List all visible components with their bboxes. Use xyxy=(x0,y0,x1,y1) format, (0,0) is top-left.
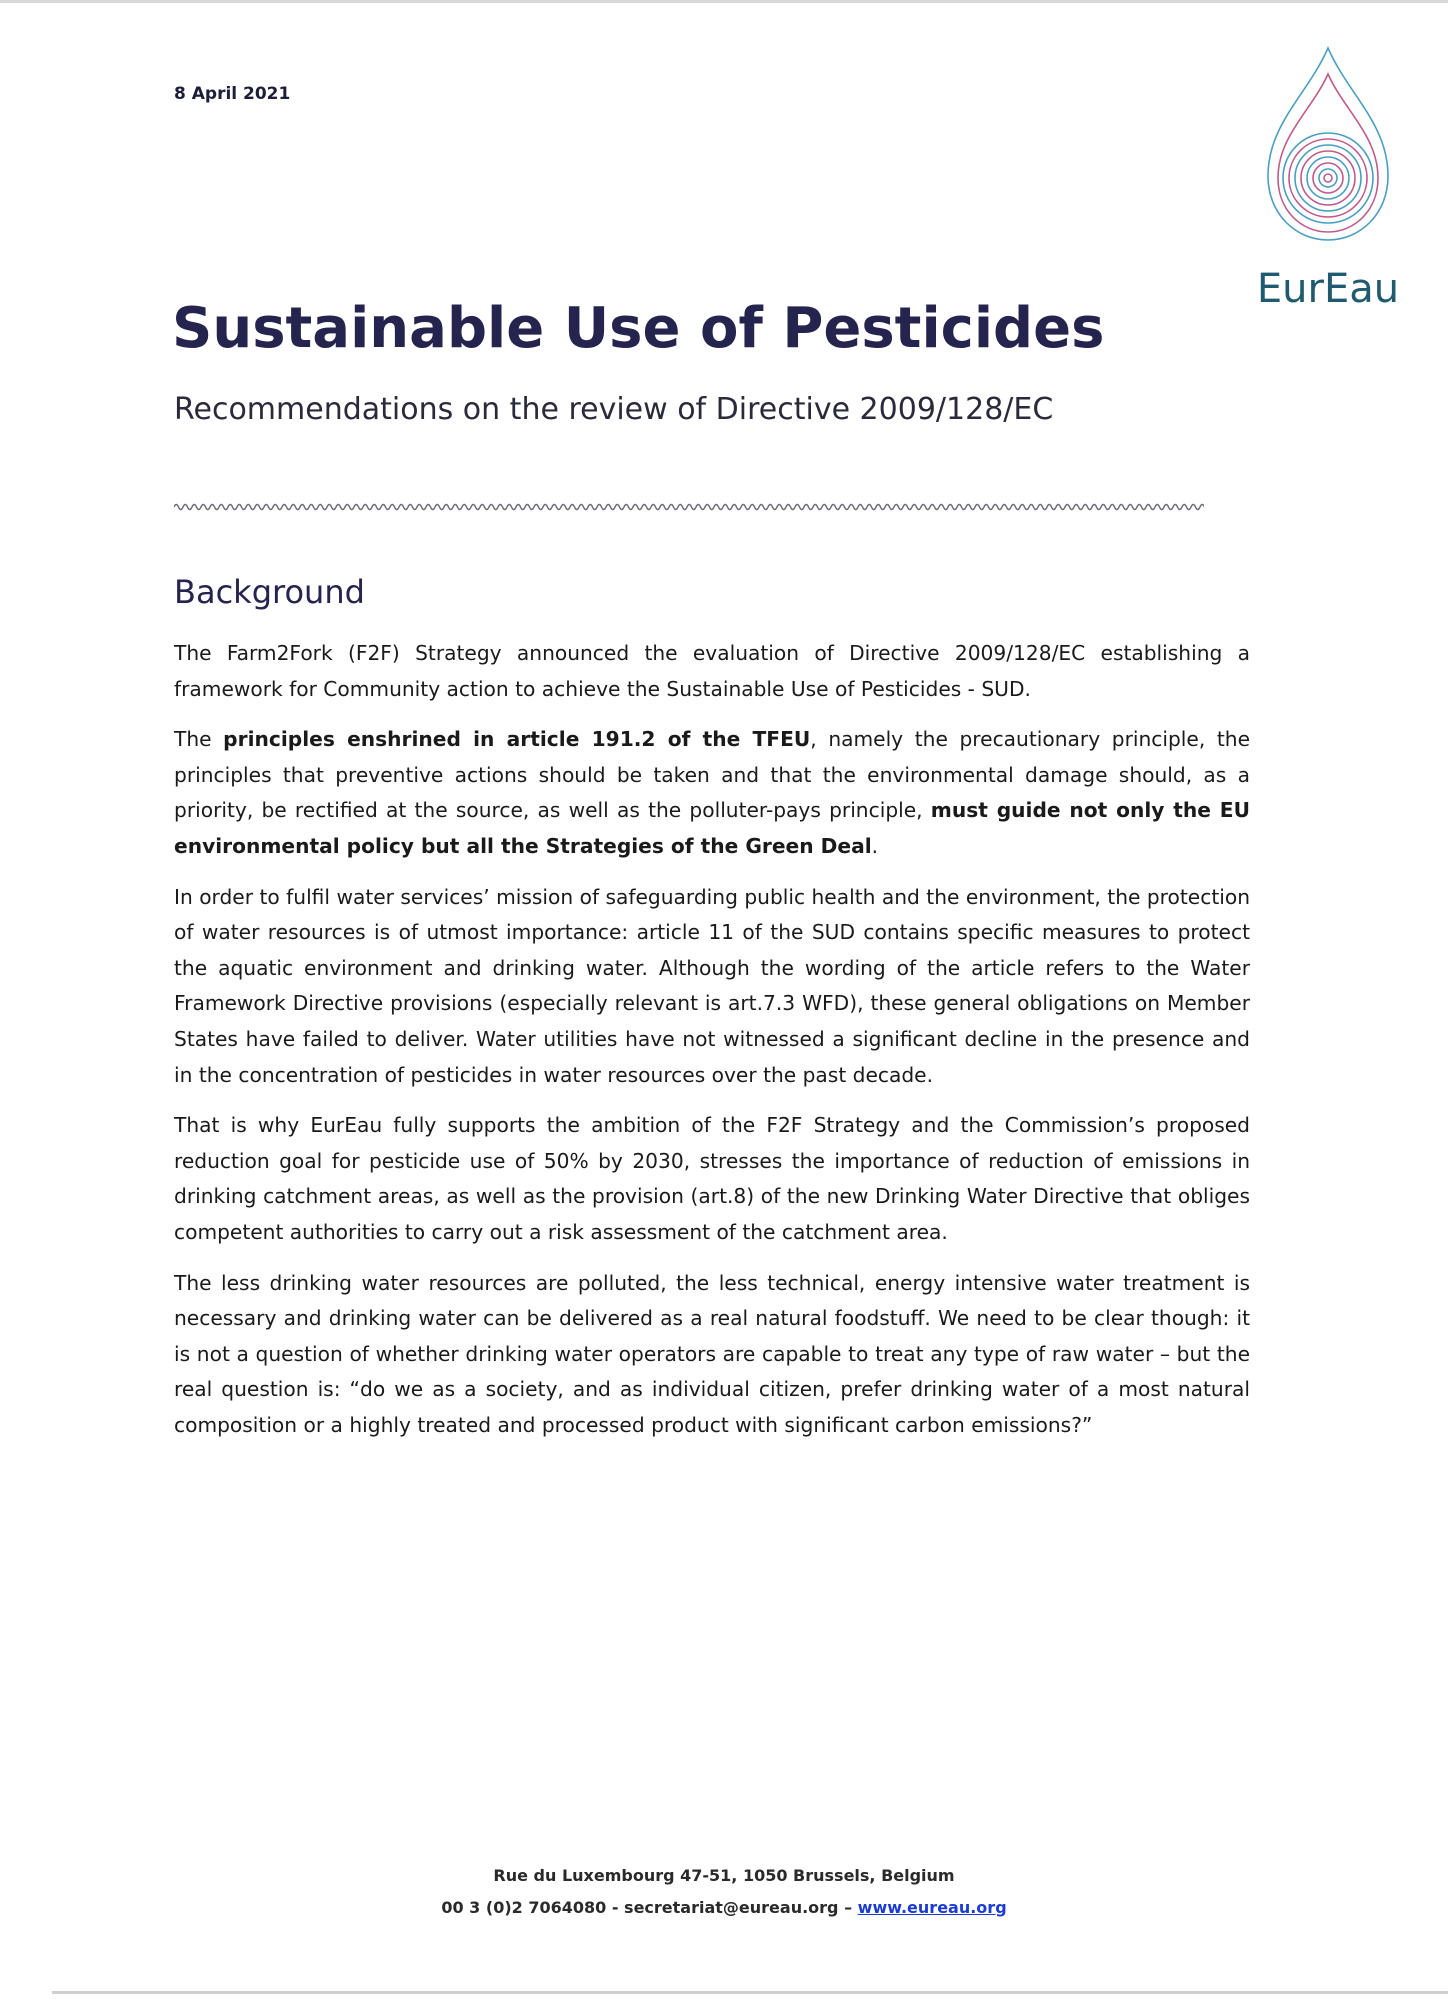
logo-wordmark: EurEau xyxy=(1256,266,1400,312)
document-date: 8 April 2021 xyxy=(174,84,291,104)
page-footer xyxy=(0,1860,1448,1924)
paragraph-2-text-c: . xyxy=(871,833,879,858)
section-heading-background: Background xyxy=(174,573,365,611)
paragraph-5-text: The less drinking water resources are polluted, the less technical, energy intensive water treatment is necessary and drinking water can be delivered as a real natural foodstuff. We need to be clear though: it is not a question of whether drinking water operators are capable to treat any type of raw water – but the real question is: “do we as a society, and as individual citizen, prefer drinking water of a most natural composition or a highly treated and processed product with significant carbon emissions?” xyxy=(174,1270,1250,1437)
page-top-border xyxy=(0,0,1448,3)
footer-website-link[interactable]: www.eureau.org xyxy=(857,1898,1007,1917)
footer-contact: 00 3 (0)2 7064080 - secretariat@eureau.org – xyxy=(441,1898,858,1917)
water-drop-logo-icon xyxy=(1238,44,1418,264)
paragraph-4 xyxy=(174,1108,1250,1250)
eureau-logo xyxy=(1238,44,1428,314)
document-title: Sustainable Use of Pesticides xyxy=(172,296,1105,361)
paragraph-5 xyxy=(174,1266,1250,1444)
body-text xyxy=(174,636,1250,1458)
paragraph-2 xyxy=(174,722,1250,864)
paragraph-2-bold-1: principles enshrined in article 191.2 of the TFEU xyxy=(223,727,811,752)
paragraph-3-text: In order to fulfil water services’ mission of safeguarding public health and the environment, the protection of water resources is of utmost importance: article 11 of the SUD contains specific measures to protect the aquatic environment and drinking water. Although the wording of the article refers to the Water Framework Directive provisions (especially relevant is art.7.3 WFD), these general obligations on Member States have failed to deliver. Water utilities have not witnessed a significant decline in the presence and in the concentration of pesticides in water resources over the past decade. xyxy=(174,884,1250,1087)
paragraph-2-text-a: The xyxy=(174,727,224,752)
document-subtitle: Recommendations on the review of Directive 2009/128/EC xyxy=(174,392,1054,427)
paragraph-2-bold-2: must guide not only the EU environmental policy but all the Strategies of the Green Deal xyxy=(174,798,1250,858)
footer-contact-line xyxy=(0,1892,1448,1924)
wavy-divider xyxy=(174,500,1204,514)
paragraph-3 xyxy=(174,880,1250,1094)
paragraph-1 xyxy=(174,636,1250,707)
paragraph-1-text: The Farm2Fork (F2F) Strategy announced the evaluation of Directive 2009/128/EC establishing a framework for Community action to achieve the Sustainable Use of Pesticides - SUD. xyxy=(174,641,1250,701)
paragraph-4-text: That is why EurEau fully supports the ambition of the F2F Strategy and the Commission’s proposed reduction goal for pesticide use of 50% by 2030, stresses the importance of reduction of emissions in drinking catchment areas, as well as the provision (art.8) of the new Drinking Water Directive that obliges competent authorities to carry out a risk assessment of the catchment area. xyxy=(174,1113,1250,1244)
paragraph-2-text-b: , namely the precautionary principle, the principles that preventive actions should be taken and that the environmental damage should, as a priority, be rectified at the source, as well as the polluter-pays principle, xyxy=(174,727,1250,823)
footer-address: Rue du Luxembourg 47-51, 1050 Brussels, Belgium xyxy=(493,1866,955,1885)
page-bottom-border xyxy=(52,1991,1448,1994)
